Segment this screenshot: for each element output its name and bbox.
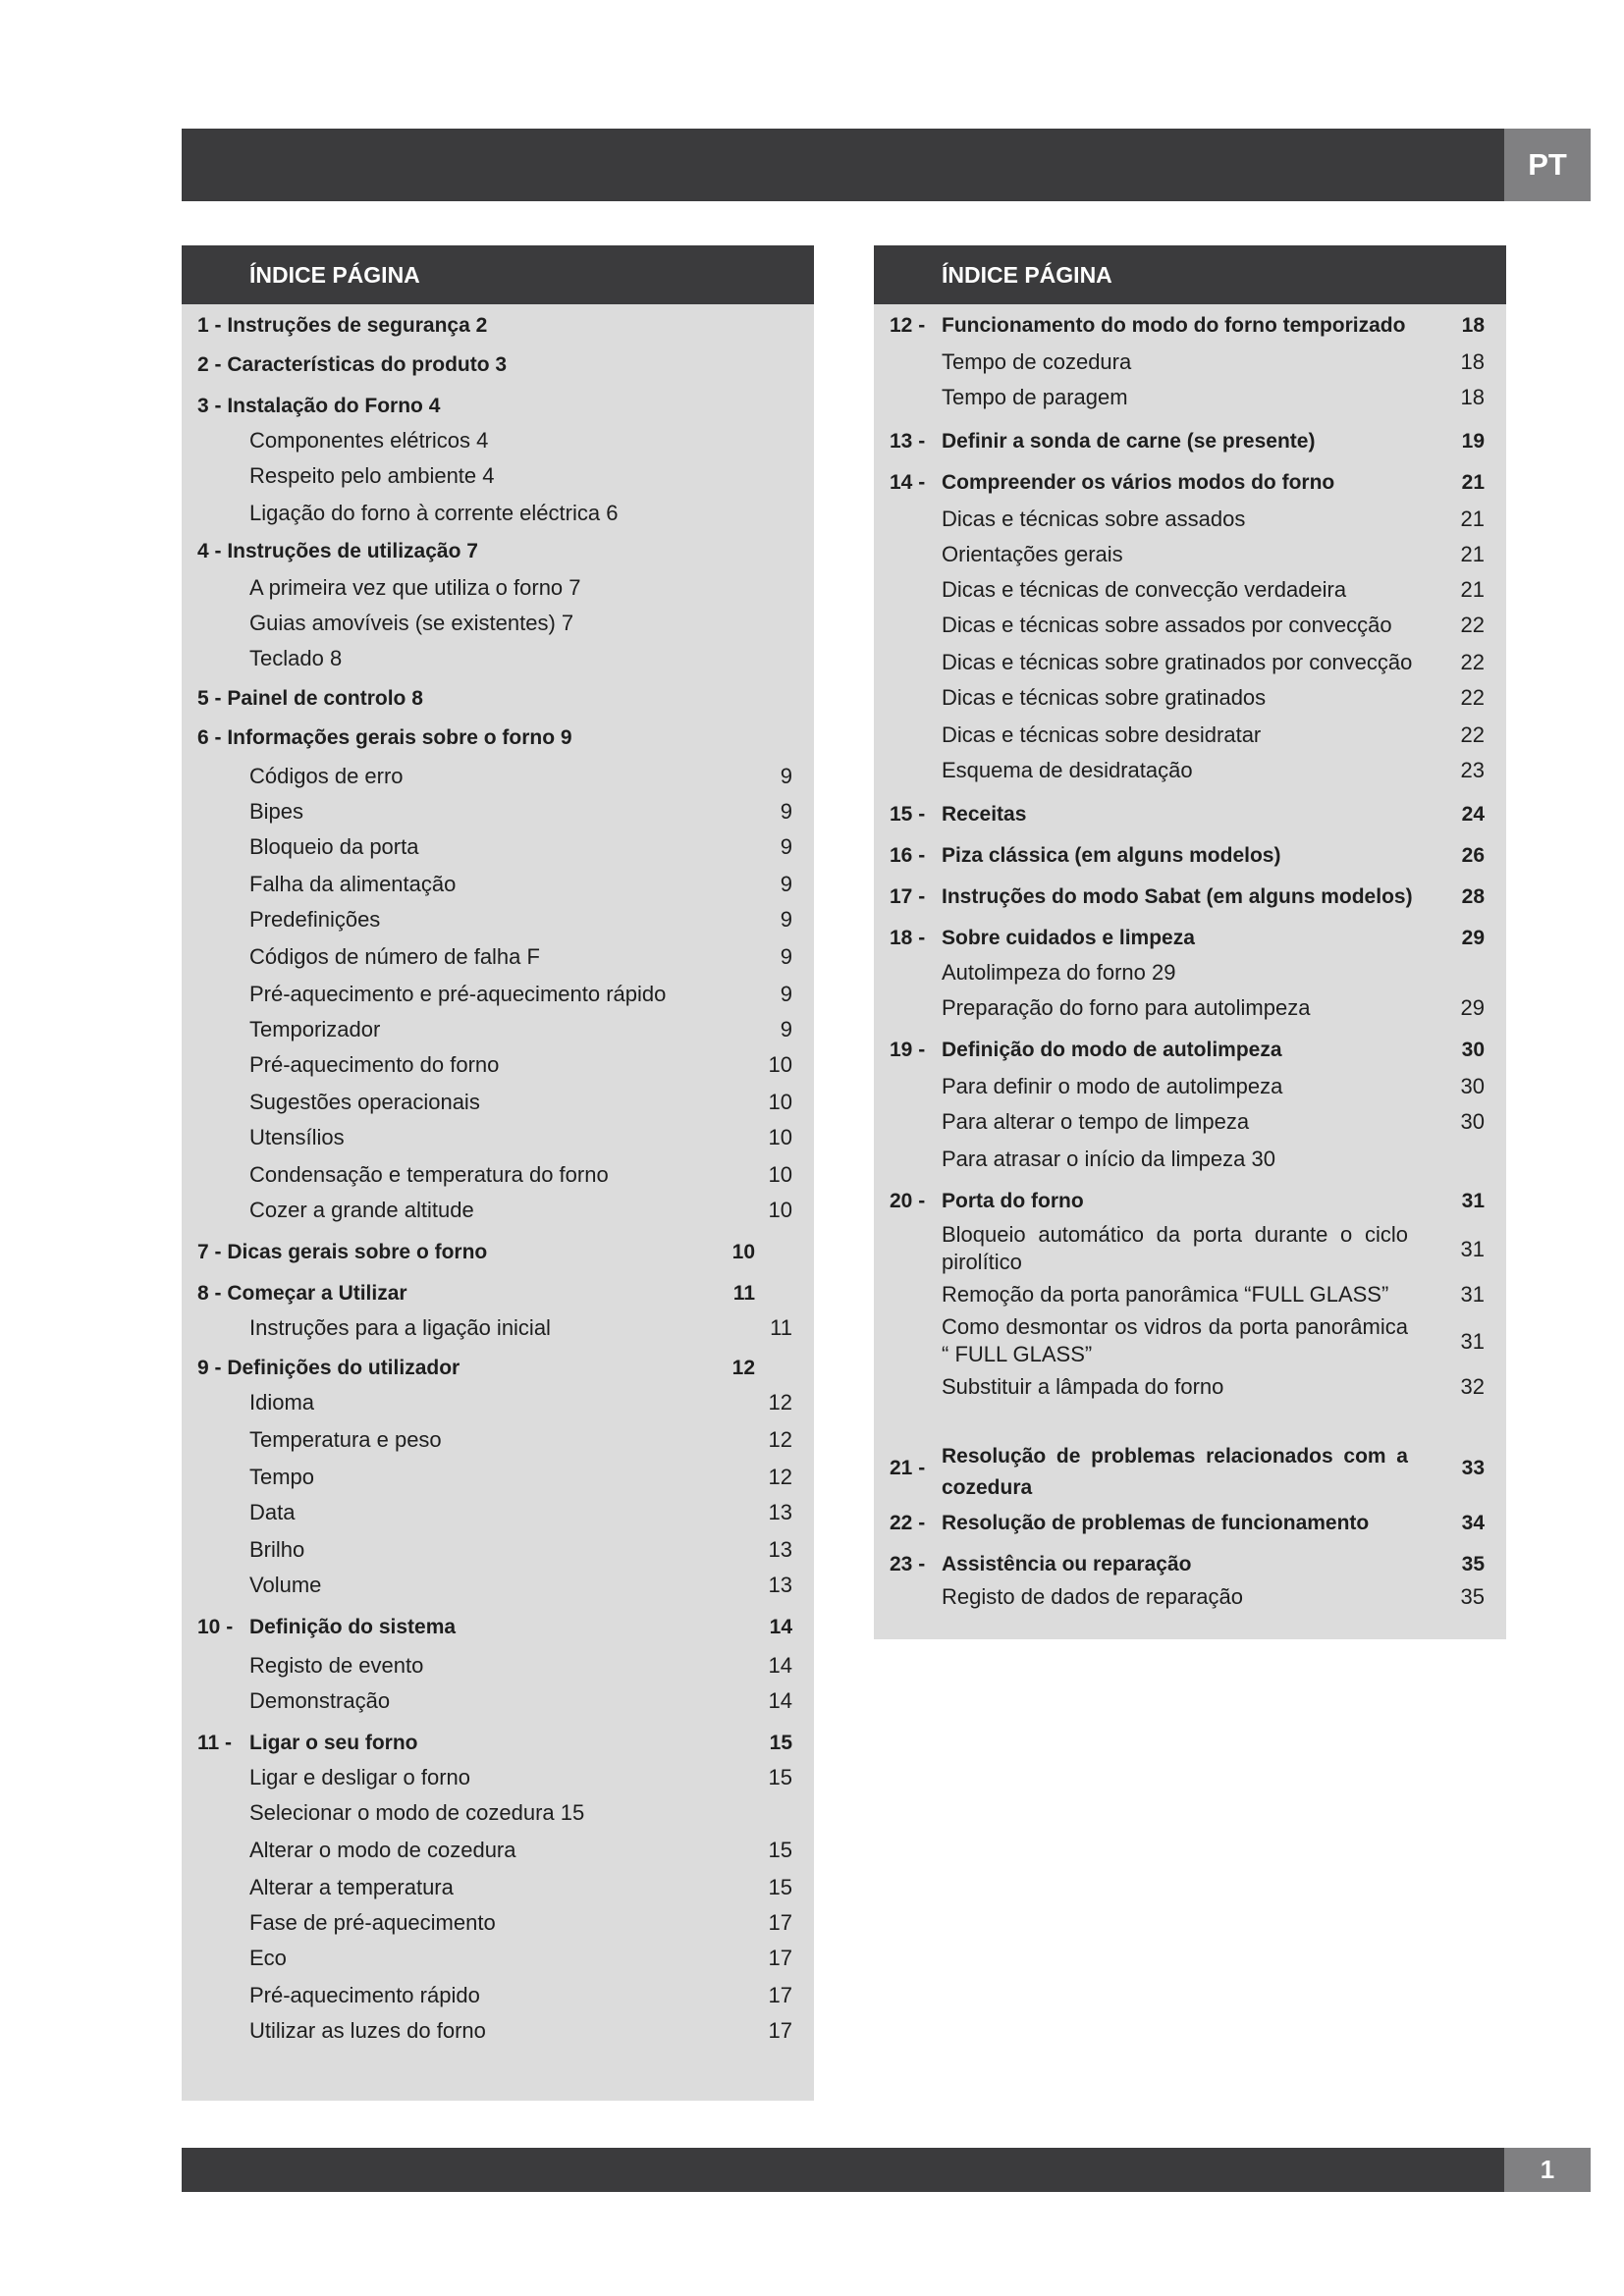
toc-entry-page: 12 xyxy=(731,1357,755,1379)
toc-entry-title: Resolução de problemas de funcionamento xyxy=(942,1512,1370,1534)
toc-entry-page: 9 xyxy=(780,1017,792,1041)
toc-entry-page: 10 xyxy=(731,1241,755,1263)
toc-entry-title: 2 - Características do produto 3 xyxy=(197,353,508,376)
language-tab: PT xyxy=(1504,129,1591,201)
toc-entry-title: Tempo de cozedura xyxy=(942,349,1132,374)
toc-entry-title: Para alterar o tempo de limpeza xyxy=(942,1109,1250,1134)
toc-entry xyxy=(874,1221,1506,1284)
toc-entry-title: Selecionar o modo de cozedura 15 xyxy=(249,1800,585,1825)
toc-entry-title: 4 - Instruções de utilização 7 xyxy=(197,540,478,562)
toc-entry-title: Dicas e técnicas sobre desidratar xyxy=(942,722,1262,747)
toc-entry-page: 10 xyxy=(768,1052,792,1077)
toc-entry-page: 30 xyxy=(1461,1039,1485,1061)
toc-entry-page: 15 xyxy=(769,1732,792,1754)
toc-entry-title: Predefinições xyxy=(249,907,381,932)
toc-entry-number: 16 - xyxy=(890,844,926,867)
toc-entry-title: Códigos de erro xyxy=(249,764,404,788)
toc-entry-page: 13 xyxy=(768,1537,792,1562)
toc-entry-page: 30 xyxy=(1460,1109,1485,1134)
toc-entry-page: 26 xyxy=(1461,844,1485,867)
toc-entry-title: Falha da alimentação xyxy=(249,872,457,896)
toc-entry-page: 14 xyxy=(768,1688,792,1713)
toc-panel-left xyxy=(182,245,814,2101)
toc-entry-page: 30 xyxy=(1460,1074,1485,1098)
toc-entry-page: 11 xyxy=(770,1315,792,1340)
toc-entry-title: 7 - Dicas gerais sobre o forno xyxy=(197,1241,488,1263)
toc-entry-page: 31 xyxy=(1460,1282,1485,1307)
toc-entry-title: Cozer a grande altitude xyxy=(249,1198,474,1222)
toc-entry-number: 21 - xyxy=(890,1457,926,1479)
header-bar xyxy=(182,129,1504,201)
toc-entry-title: 1 - Instruções de segurança 2 xyxy=(197,314,488,337)
toc-entry-title: Respeito pelo ambiente 4 xyxy=(249,463,495,488)
toc-entry-number: 10 - xyxy=(197,1616,234,1638)
toc-entry-title: Esquema de desidratação xyxy=(942,758,1193,782)
toc-entry-page: 9 xyxy=(780,982,792,1006)
toc-entry-title: Registo de dados de reparação xyxy=(942,1584,1243,1609)
toc-entry-title: Bipes xyxy=(249,799,304,824)
toc-entry-title: 6 - Informações gerais sobre o forno 9 xyxy=(197,726,572,749)
toc-entry-page: 10 xyxy=(768,1125,792,1149)
toc-entry-page: 13 xyxy=(768,1500,792,1524)
toc-entry-page: 31 xyxy=(1460,1237,1485,1261)
toc-entry-title: Remoção da porta panorâmica “FULL GLASS” xyxy=(942,1282,1389,1307)
toc-entry-title: Condensação e temperatura do forno xyxy=(249,1162,609,1187)
toc-entry-page: 9 xyxy=(780,799,792,824)
toc-entry-page: 18 xyxy=(1461,314,1485,337)
toc-entry-title: Ligar e desligar o forno xyxy=(249,1765,471,1789)
toc-entry-page: 24 xyxy=(1461,803,1485,826)
toc-entry-page: 17 xyxy=(768,1983,792,2007)
toc-entry-title: Assistência ou reparação xyxy=(942,1553,1192,1575)
toc-entry-title: Funcionamento do modo do forno temporizado xyxy=(942,314,1406,337)
toc-entry-title: Eco xyxy=(249,1946,287,1970)
toc-entry-title: 8 - Começar a Utilizar xyxy=(197,1282,407,1305)
toc-header-right: ÍNDICE PÁGINA xyxy=(874,245,1506,304)
toc-entry-title: A primeira vez que utiliza o forno 7 xyxy=(249,575,581,600)
toc-entry-title: Receitas xyxy=(942,803,1027,826)
toc-entry-title: Dicas e técnicas de convecção verdadeira xyxy=(942,577,1347,602)
toc-entry-title: Registo de evento xyxy=(249,1653,424,1678)
toc-entry-title: Alterar o modo de cozedura xyxy=(249,1838,516,1862)
toc-entry-title: 9 - Definições do utilizador xyxy=(197,1357,460,1379)
toc-entry-number: 14 - xyxy=(890,471,926,494)
toc-entry-page: 29 xyxy=(1461,927,1485,949)
toc-entry-title: Definição do sistema xyxy=(249,1616,457,1638)
toc-entry-page: 17 xyxy=(768,1910,792,1935)
toc-entry-title: Dicas e técnicas sobre gratinados xyxy=(942,685,1267,710)
toc-entry-page: 29 xyxy=(1460,995,1485,1020)
toc-entry-title: 5 - Painel de controlo 8 xyxy=(197,687,423,710)
toc-entry-page: 18 xyxy=(1460,349,1485,374)
toc-entry-page: 33 xyxy=(1461,1457,1485,1479)
toc-entry-title: Como desmontar os vidros da porta panorâmica “ FULL GLASS” xyxy=(942,1314,1408,1366)
toc-entry-title: Orientações gerais xyxy=(942,542,1123,566)
toc-entry-title: Sobre cuidados e limpeza xyxy=(942,927,1195,949)
toc-entry-title: Bloqueio da porta xyxy=(249,834,419,859)
toc-entry-title: Bloqueio automático da porta durante o ciclo pirolítico xyxy=(942,1222,1408,1274)
toc-entry-page: 15 xyxy=(768,1875,792,1899)
toc-entry-page: 17 xyxy=(768,1946,792,1970)
footer-bar xyxy=(182,2148,1504,2192)
toc-entry-number: 18 - xyxy=(890,927,926,949)
toc-entry-page: 21 xyxy=(1460,542,1485,566)
toc-entry-title: Fase de pré-aquecimento xyxy=(249,1910,496,1935)
toc-entry-page: 21 xyxy=(1461,471,1485,494)
toc-entry-page: 15 xyxy=(768,1838,792,1862)
toc-entry-page: 22 xyxy=(1460,613,1485,637)
toc-entry-number: 13 - xyxy=(890,430,926,453)
toc-entry-title: Alterar a temperatura xyxy=(249,1875,454,1899)
toc-entry-page: 22 xyxy=(1460,650,1485,674)
toc-entry xyxy=(874,1313,1506,1376)
toc-entry-title: Componentes elétricos 4 xyxy=(249,428,489,453)
toc-entry-page: 22 xyxy=(1460,685,1485,710)
toc-entry-page: 21 xyxy=(1460,507,1485,531)
toc-entry-title: Data xyxy=(249,1500,296,1524)
toc-entry xyxy=(874,1441,1506,1504)
toc-entry-title: Instruções do modo Sabat (em alguns modelos) xyxy=(942,885,1413,908)
toc-entry-page: 31 xyxy=(1460,1329,1485,1354)
toc-entry-page: 35 xyxy=(1461,1553,1485,1575)
toc-entry-title: Instruções para a ligação inicial xyxy=(249,1315,551,1340)
toc-entry-title: Ligação do forno à corrente eléctrica 6 xyxy=(249,501,619,525)
toc-entry-title: Para atrasar o início da limpeza 30 xyxy=(942,1147,1275,1171)
toc-entry-title: Brilho xyxy=(249,1537,305,1562)
toc-entry-page: 10 xyxy=(768,1198,792,1222)
toc-panel-right xyxy=(874,245,1506,1639)
toc-entry-page: 12 xyxy=(768,1427,792,1452)
page-number: 1 xyxy=(1504,2148,1591,2192)
toc-entry-title: Definição do modo de autolimpeza xyxy=(942,1039,1282,1061)
toc-entry-title: Dicas e técnicas sobre assados por convecção xyxy=(942,613,1392,637)
toc-entry-page: 15 xyxy=(768,1765,792,1789)
toc-entry-page: 12 xyxy=(768,1390,792,1415)
toc-entry-page: 17 xyxy=(768,2018,792,2043)
toc-entry-page: 12 xyxy=(768,1465,792,1489)
toc-entry-title: Temperatura e peso xyxy=(249,1427,442,1452)
toc-entry-title: Temporizador xyxy=(249,1017,381,1041)
toc-entry-page: 14 xyxy=(768,1653,792,1678)
toc-header-left: ÍNDICE PÁGINA xyxy=(182,245,814,304)
toc-entry-number: 22 - xyxy=(890,1512,926,1534)
toc-entry-page: 9 xyxy=(780,834,792,859)
toc-entry-page: 11 xyxy=(732,1282,755,1305)
toc-entry-page: 31 xyxy=(1461,1190,1485,1212)
toc-entry-title: Códigos de número de falha F xyxy=(249,944,540,969)
toc-entry-title: Ligar o seu forno xyxy=(249,1732,418,1754)
toc-entry-title: Utensílios xyxy=(249,1125,345,1149)
toc-entry-page: 23 xyxy=(1460,758,1485,782)
toc-entry-number: 19 - xyxy=(890,1039,926,1061)
toc-entry-number: 20 - xyxy=(890,1190,926,1212)
toc-entry-page: 34 xyxy=(1461,1512,1485,1534)
toc-entry-number: 23 - xyxy=(890,1553,926,1575)
toc-entry-title: Pré-aquecimento do forno xyxy=(249,1052,500,1077)
toc-entry-page: 9 xyxy=(780,944,792,969)
toc-entry-page: 28 xyxy=(1461,885,1485,908)
toc-entry-title: Porta do forno xyxy=(942,1190,1084,1212)
toc-entry-page: 19 xyxy=(1461,430,1485,453)
toc-entry-page: 32 xyxy=(1460,1374,1485,1399)
toc-entry-title: Dicas e técnicas sobre gratinados por convecção xyxy=(942,650,1413,674)
toc-entry-page: 18 xyxy=(1460,385,1485,409)
toc-entry-title: Demonstração xyxy=(249,1688,391,1713)
toc-entry-title: Piza clássica (em alguns modelos) xyxy=(942,844,1281,867)
toc-entry-title: Compreender os vários modos do forno xyxy=(942,471,1335,494)
toc-entry-title: Para definir o modo de autolimpeza xyxy=(942,1074,1283,1098)
toc-entry-title: 3 - Instalação do Forno 4 xyxy=(197,395,441,417)
toc-entry-number: 17 - xyxy=(890,885,926,908)
toc-entry-title: Substituir a lâmpada do forno xyxy=(942,1374,1224,1399)
toc-entry-number: 15 - xyxy=(890,803,926,826)
toc-entry-page: 21 xyxy=(1460,577,1485,602)
toc-entry-title: Volume xyxy=(249,1573,322,1597)
toc-entry-title: Autolimpeza do forno 29 xyxy=(942,960,1176,985)
toc-entry-number: 11 - xyxy=(197,1732,233,1754)
toc-entry-page: 35 xyxy=(1460,1584,1485,1609)
toc-entry-title: Resolução de problemas relacionados com a cozedura xyxy=(942,1445,1408,1499)
toc-entry-title: Definir a sonda de carne (se presente) xyxy=(942,430,1316,453)
toc-entry-title: Teclado 8 xyxy=(249,646,343,670)
toc-entry-number: 12 - xyxy=(890,314,926,337)
toc-entry-page: 13 xyxy=(768,1573,792,1597)
toc-entry-page: 9 xyxy=(780,907,792,932)
toc-entry-title: Tempo de paragem xyxy=(942,385,1128,409)
toc-entry-title: Guias amovíveis (se existentes) 7 xyxy=(249,611,574,635)
toc-entry-page: 10 xyxy=(768,1162,792,1187)
toc-entry-page: 10 xyxy=(768,1090,792,1114)
toc-entry-page: 14 xyxy=(769,1616,792,1638)
toc-entry-title: Utilizar as luzes do forno xyxy=(249,2018,486,2043)
toc-entry-title: Pré-aquecimento e pré-aquecimento rápido xyxy=(249,982,667,1006)
toc-entry-title: Preparação do forno para autolimpeza xyxy=(942,995,1311,1020)
toc-entry-page: 22 xyxy=(1460,722,1485,747)
toc-entry-title: Tempo xyxy=(249,1465,315,1489)
toc-entry-page: 9 xyxy=(780,872,792,896)
toc-entry-title: Dicas e técnicas sobre assados xyxy=(942,507,1246,531)
toc-entry-page: 9 xyxy=(780,764,792,788)
toc-entry-title: Pré-aquecimento rápido xyxy=(249,1983,480,2007)
toc-entry-title: Idioma xyxy=(249,1390,315,1415)
toc-entry-title: Sugestões operacionais xyxy=(249,1090,480,1114)
